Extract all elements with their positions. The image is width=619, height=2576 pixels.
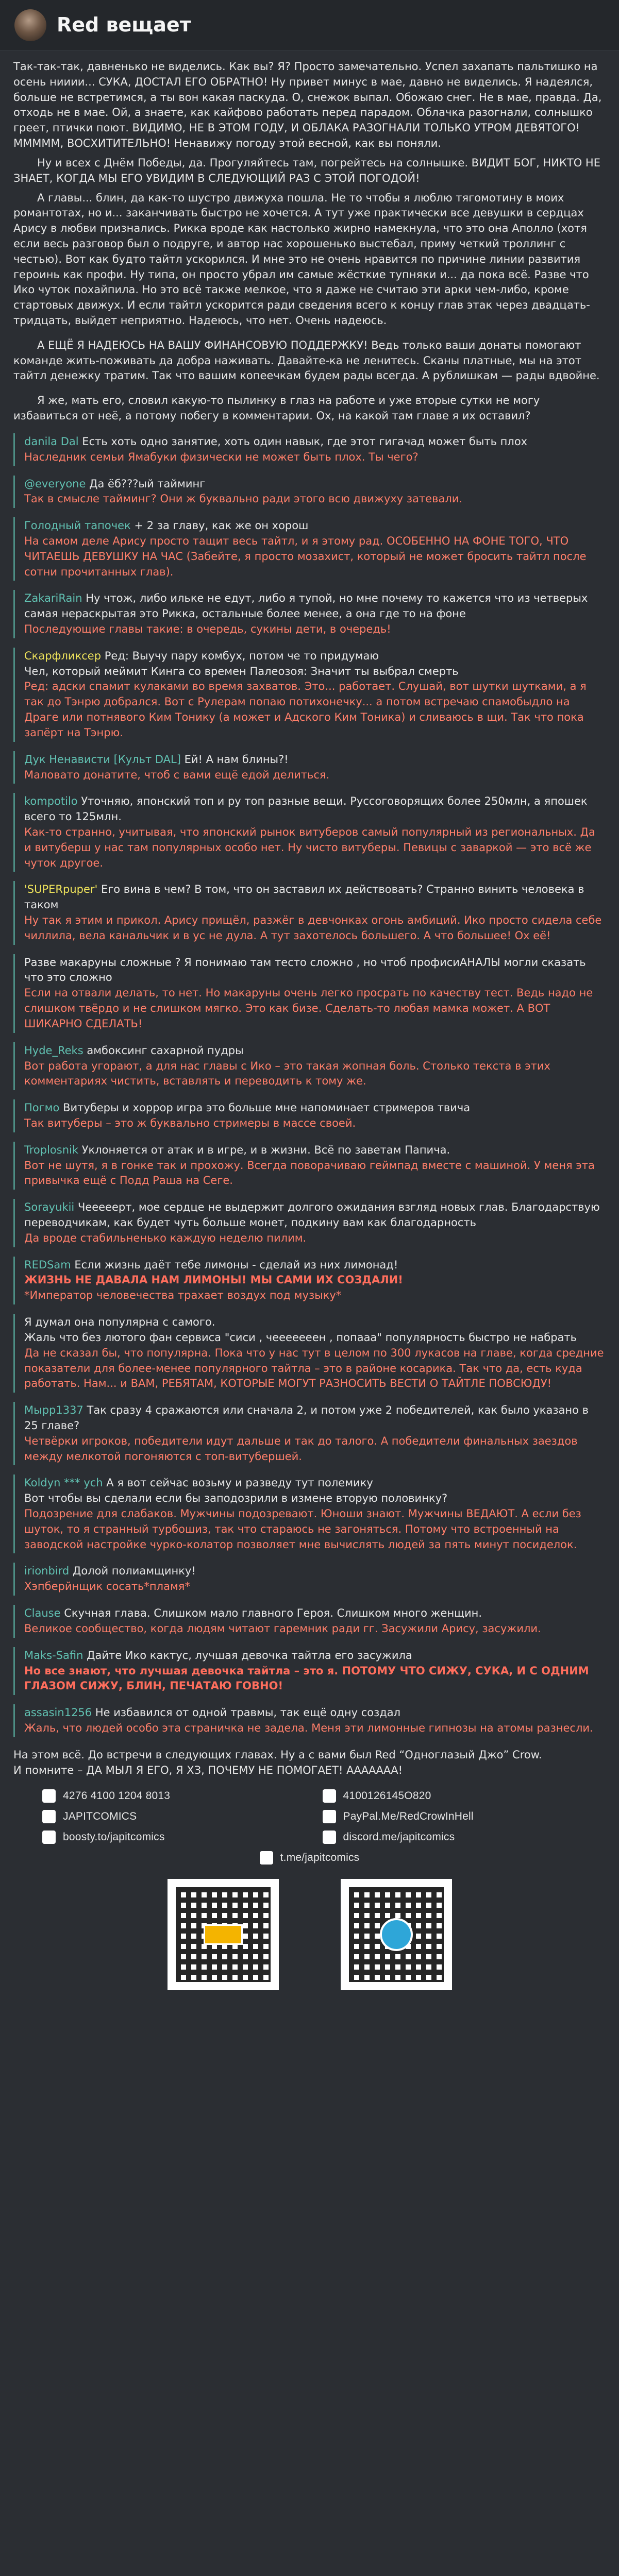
comment-7-reply: Как-то странно, учитывая, что японский рынок витуберов самый популярный из региональных. Да и витуберш у нас там популярных особо нет. Ну чисто витуберы. Певицы с заваркой — это всё же чуток другое. <box>24 825 595 869</box>
comment-4-name: ZakariRain <box>24 592 82 605</box>
comment-13 <box>13 1199 606 1247</box>
comment-8-reply: Ну так я этим и прикол. Арису прищёл, разжёг в девчонках огонь амбиций. Ико просто сидела себе чиллила, вела канальчик и в ус не дула. А тут захотелось большего. А что большее! Ох её! <box>24 914 602 942</box>
comment-14 <box>13 1257 606 1304</box>
comment-17-reply: Подозрение для слабаков. Мужчины подозревают. Юноши знают. Мужчины ВЕДАЮТ. А если без шуток, то я странный турбошиз, так что стараюсь не загоняться. Потому что встроенный на заводской настройке чурко-колатор позволяет мне вычислять людей за пять минут посиделок. <box>24 1507 581 1551</box>
comment-7 <box>13 793 606 872</box>
comment-7-text: Уточняю, японский топ и ру топ разные вещи. Руссоговорящих более 250млн, а япошек всего то 125млн. <box>24 795 588 823</box>
comment-20-name: Maks-Safin <box>24 1649 83 1662</box>
comment-11-name: Погмо <box>24 1101 60 1114</box>
link-paypal[interactable] <box>323 1809 577 1824</box>
link-paypal-label: PayPal.Me/RedCrowInHell <box>343 1810 474 1823</box>
comment-7-name: kompotilo <box>24 795 78 808</box>
comment-9-text: сложные ? Я понимаю там тесто сложно , но чтоб профисиАНАЛЫ могли сказать что это сложно <box>24 956 586 984</box>
telegram-icon <box>260 1851 273 1865</box>
footer-line-1: На этом всё. До встречи в следующих главах. Ну а с вами был Red “Одноглазый Джо” Crow. <box>13 1748 542 1761</box>
comment-15 <box>13 1314 606 1393</box>
comment-16-name: Мырр1337 <box>24 1404 83 1417</box>
comment-14-reply: *Император человечества трахает воздух под музыку* <box>24 1289 342 1302</box>
comment-10-name: Hyde_Reks <box>24 1044 83 1057</box>
header <box>0 0 619 51</box>
card-icon <box>42 1789 56 1803</box>
paypal-icon <box>323 1810 336 1823</box>
comment-2-reply: Так в смысле тайминг? Они ж буквально ради этого всю движуху затевали. <box>24 493 463 505</box>
comment-17-text: А я вот сейчас возьму и разведу тут полемику <box>106 1477 373 1489</box>
comment-14-name: REDSam <box>24 1258 71 1271</box>
message-3: А главы... блин, да как-то шустро движуха пошла. Не то чтобы я люблю тягомотину в моих романтотах, но и... заканчивать быстро не хочется. А тут уже практически все девушки в сердцах Арису в любви признались. Рикка вроде как настолько жирно намекнула, что это она Аполло (хотя если весь разговор был о подруге, и автор нас хорошенько выстебал, приму четкий троллинг с честью). Вот как будто тайтл ускорился. И мне это не очень нравится по причине линии развития героинь как профи. Ну типа, он просто убрал им самые жёсткие тупняки и... да пока всё. Разве что Ико чуток похайпила. Но это всё также мелкое, что я даже не считаю эти арки чем-либо, кроме стартовых движух. И если тайтл ускорится ради сведения всего к концу глав этак через двадцать-тридцать, выйдет неприятно. Надеюсь, что нет. Очень надеюсь. <box>13 191 590 327</box>
message-2: Ну и всех с Днём Победы, да. Прогуляйтесь там, погрейтесь на солнышке. ВИДИТ БОГ, НИКТО НЕ ЗНАЕТ, КОГДА МЫ ЕГО УВИДИМ В СЛЕДУЮЩИЙ РАЗ С ЭТОЙ ПОГОДОЙ! <box>13 156 600 184</box>
comment-6-reply: Маловато донатите, чтоб с вами ещё едой делиться. <box>24 768 330 781</box>
boosty-icon <box>42 1831 56 1844</box>
comment-3-name: Голодный тапочек <box>24 519 131 532</box>
comment-17 <box>13 1475 606 1553</box>
comment-13-reply: Да вроде стабильненько каждую неделю пилим. <box>24 1231 307 1244</box>
comment-2 <box>13 476 606 509</box>
comment-20-reply: Но все знают, что лучшая девочка тайтла – это я. ПОТОМУ ЧТО СИЖУ, СУКА, И С ОДНИМ ГЛАЗОМ СИЖУ, БЛИН, ПЕЧАТАЮ ГОВНО! <box>24 1664 589 1692</box>
comment-12 <box>13 1142 606 1190</box>
comment-16 <box>13 1402 606 1465</box>
comment-9-reply: Если на отвали делать, то нет. Но макаруны очень легко просрать по качеству тест. Ведь надо не слишком твёрдо и не слишком мягко. Это как бизе. Сделать-то любая мамка может. А ВОТ ШИКАРНО СДЕЛАТЬ! <box>24 987 593 1030</box>
link-card-number[interactable] <box>42 1788 297 1804</box>
comment-15-text: Я думал она популярна с самого. <box>24 1316 215 1329</box>
link-boosty[interactable] <box>42 1829 297 1845</box>
comment-16-reply: Четвёрки игроков, победители идут дальше и так до талого. А победители финальных заездов между мелкотой погоняются с топ-витубершей. <box>24 1434 578 1463</box>
comment-21-name: assasin1256 <box>24 1706 92 1719</box>
comment-6-text: Ей! А нам блины?! <box>184 753 289 766</box>
comment-1-text: Есть хоть одно занятие, хоть один навык, где этот гигачад может быть плох <box>82 435 528 448</box>
comment-5-text: Ред: Выучу пару комбух, потом че то придумаю <box>104 649 379 662</box>
comment-11 <box>13 1099 606 1132</box>
link-telegram-label: t.me/japitcomics <box>280 1851 360 1863</box>
qr-donate[interactable] <box>168 1879 279 1990</box>
message-1: Так-так-так, давненько не виделись. Как вы? Я? Просто замечательно. Успел захапать пальтишко на осень нииии... СУКА, ДОСТАЛ ЕГО ОБРАТНО! Ну привет минус в мае, давно не виделись. Я надеялся, больше не встретимся, а ты вон какая паскуда. О, снежок выпал. Обожаю снег. Не в мае, правда. Да, отходь не в мае. Ой, а знаете, как кайфово работать перед парадом. Облачка разогнали, солнышко греет, птички поют. ВИДИМО, НЕ В ЭТОМ ГОДУ, И ОБЛАКА РАЗОГНАЛИ ТОЛЬКО УТРОМ ДЕВЯТОГО! МММММ, ВОСХИТИТЕЛЬНО! Ненавижу погоду этой весной, как вы поняли. <box>13 60 602 150</box>
footer-text <box>13 1748 606 1778</box>
comment-18 <box>13 1563 606 1596</box>
comment-2-text: Да ёб???ый тайминг <box>89 477 206 490</box>
comment-10-text: амбоксинг сахарной пудры <box>87 1044 244 1057</box>
comment-13-name: Sorayukii <box>24 1201 75 1214</box>
comment-4 <box>13 590 606 638</box>
comment-3-reply: На самом деле Арису просто тащит весь тайтл, и я этому рад. ОСОБЕННО НА ФОНЕ ТОГО, ЧТО ЧИТАЕШЬ ДЕВУШКУ НА ЧАС (Забейте, я просто мозахист, который не может бросить тайтл после сотни прочитанных глав). <box>24 534 587 578</box>
comment-1 <box>13 433 606 466</box>
comment-1-reply: Наследник семьи Ямабуки физически не может быть плох. Ты чего? <box>24 450 419 463</box>
telegram-logo-icon <box>380 1918 413 1951</box>
comment-4-text: Ну чтож, либо ильке не едут, либо я тупой, но мне почему то кажется что из четверых самая нераскрытая это Рикка, остальные более менее, а она где то на фоне <box>24 592 588 620</box>
comment-18-text: Долой полиамщинку! <box>72 1565 196 1578</box>
message-4: А ЕЩЁ Я НАДЕЮСЬ НА ВАШУ ФИНАНСОВУЮ ПОДДЕРЖКУ! Ведь только ваши донаты помогают команде жить-поживать да добра наживать. Давайте-ка не ленитесь. Сканы платные, мы на этот тайтл денежку тратим. Так что вашим копеечкам будем рады всегда. А рублишкам — рады вдвойне. <box>13 338 600 382</box>
comment-12-text: Уклоняется от атак и в игре, и в жизни. Всё по заветам Папича. <box>81 1143 450 1156</box>
link-discord[interactable] <box>323 1829 577 1845</box>
comment-20-text: Дайте Ико кактус, лучшая девочка тайтла его засужила <box>87 1649 412 1662</box>
comment-9 <box>13 954 606 1033</box>
comment-8-text: Его вина в чем? В том, что он заставил их действовать? Странно винить человека в таком <box>24 883 584 911</box>
comment-5-reply: Ред: адски спамит кулаками во время захватов. Это... работает. Слушай, вот шутки шутками, а я так до Тэнрю добрался. Вот с Рулерам попаю потихонечку... а потом встречаю спамобыдло на Драге или потнявого Ким Тонику (а может и Адского Ким Тоника) и сливаюсь в щи. Так что пока запёрт на Тэнрю. <box>24 680 587 739</box>
comment-5-extra: Чел, который меймит Кинга со времен Палеозоя: Значит ты выбрал смерть <box>24 665 459 677</box>
comment-6 <box>13 751 606 784</box>
comment-19-name: Clause <box>24 1607 61 1620</box>
page-title: Red вещает <box>57 13 191 37</box>
link-yoomoney-label: 4100126145O820 <box>343 1790 431 1802</box>
comment-16-text: Так сразу 4 сражаются или сначала 2, и потом уже 2 победителей, как было указано в 25 главе? <box>24 1404 589 1432</box>
link-discord-label: discord.me/japitcomics <box>343 1831 455 1843</box>
comment-6-name: Дук Ненависти [Культ DAL] <box>24 753 181 766</box>
link-boosty-label: boosty.to/japitcomics <box>63 1831 165 1843</box>
comment-8-name: 'SUPERpuper' <box>24 883 98 896</box>
comment-21-reply: Жаль, что людей особо эта страничка не задела. Меня эти лимонные гипнозы на атомы разнесли. <box>24 1721 593 1734</box>
link-japitcomics[interactable] <box>42 1809 297 1824</box>
link-card-number-label: 4276 4100 1204 8013 <box>63 1790 171 1802</box>
comment-8 <box>13 881 606 944</box>
comment-19-reply: Великое сообщество, когда людям читают гаремник ради гг. Засужили Арису, засужили. <box>24 1622 541 1635</box>
comment-9-name: Разве макаруны <box>24 956 117 969</box>
comment-3 <box>13 517 606 581</box>
comment-19-text: Скучная глава. Слишком мало главного Героя. Слишком много женщин. <box>64 1607 482 1620</box>
comment-2-name: @everyone <box>24 477 86 490</box>
comment-19 <box>13 1605 606 1638</box>
qr-section <box>13 1879 606 1990</box>
discord-icon <box>323 1831 336 1844</box>
comment-5 <box>13 648 606 742</box>
comment-21 <box>13 1704 606 1737</box>
link-telegram[interactable] <box>42 1850 577 1866</box>
comment-12-reply: Вот не шутя, я в гонке так и прохожу. Всегда поворачиваю геймпад вместе с машиной. У меня эта привычка ещё с Подд Раша на Сеге. <box>24 1159 595 1187</box>
comment-17-extra: Вот чтобы вы сделали если бы заподозрили в измене вторую половинку? <box>24 1492 448 1505</box>
avatar <box>14 9 46 41</box>
comment-14-text: Если жизнь даёт тебе лимоны - сделай из них лимонад! <box>74 1258 398 1271</box>
comment-10 <box>13 1042 606 1090</box>
comment-11-text: Витуберы и хоррор игра это больше мне напоминает стримеров твича <box>63 1101 471 1114</box>
comment-3-text: + 2 за главу, как же он хорош <box>134 519 309 532</box>
comment-14-strong: ЖИЗНЬ НЕ ДАВАЛА НАМ ЛИМОНЫ! МЫ САМИ ИХ СОЗДАЛИ! <box>24 1274 403 1286</box>
message-5: Я же, мать его, словил какую-то пылинку в глаз на работе и уже вторые сутки не могу избавиться от неё, а потому побегу в комментарии. Ох, на какой там главе я их оставил? <box>13 394 540 422</box>
comment-12-name: Troplosnik <box>24 1143 79 1156</box>
link-japitcomics-label: JAPITCOMICS <box>63 1810 137 1823</box>
comment-15-reply: Да не сказал бы, что популярна. Пока что у нас тут в целом по 300 лукасов на главе, когда средние показатели для более-менее популярного тайтла – это в районе косарика. Так что да, есть куда работать. Нам... и ВАМ, РЕБЯТАМ, КОТОРЫЕ МОГУТ РАЗНОСИТЬ ВЕСТИ О ТАЙТЛЕ ПОВСЮДУ! <box>24 1346 604 1390</box>
donate-badge <box>204 1924 243 1945</box>
comment-1-name: danila Dal <box>24 435 79 448</box>
money-icon <box>323 1789 336 1803</box>
qr-telegram[interactable] <box>341 1879 452 1990</box>
comment-15-extra: Жаль что без лютого фан сервиса "сиси , чееееееен , попааа" популярность быстро не набрать <box>24 1331 577 1344</box>
support-links <box>13 1788 606 1865</box>
vk-icon <box>42 1810 56 1823</box>
comment-18-reply: Хэпберйнщик сосать*пламя* <box>24 1580 190 1593</box>
comment-17-name: Koldyn *** ych <box>24 1477 103 1489</box>
comment-4-reply: Последующие главы такие: в очередь, сукины дети, в очередь! <box>24 623 391 635</box>
comment-10-reply: Вот работа угорают, а для нас главы с Ико – это такая жопная боль. Столько текста в этих комментариях чистить, вставлять и переводить к тому же. <box>24 1059 550 1088</box>
comment-21-text: Не избавился от одной травмы, так ещё одну создал <box>95 1706 401 1719</box>
comment-11-reply: Так витуберы – это ж буквально стримеры в массе своей. <box>24 1116 356 1129</box>
comment-13-text: Чееееерт, мое сердце не выдержит долгого ожидания взгляд новых глав. Благодарствую переводчикам, как будет чуть больше монет, подкину вам как благодарность <box>24 1201 600 1229</box>
footer-line-2: И помните – ДА МЫЛ Я ЕГО, Я ХЗ, ПОЧЕМУ НЕ ПОМОГАЕТ! ААААААА! <box>13 1764 403 1776</box>
link-yoomoney[interactable] <box>323 1788 577 1804</box>
comment-20 <box>13 1647 606 1695</box>
comment-18-name: irionbird <box>24 1565 70 1578</box>
content <box>0 51 619 1990</box>
intro-text <box>13 59 606 329</box>
comment-5-name: Скарфликсер <box>24 649 102 662</box>
